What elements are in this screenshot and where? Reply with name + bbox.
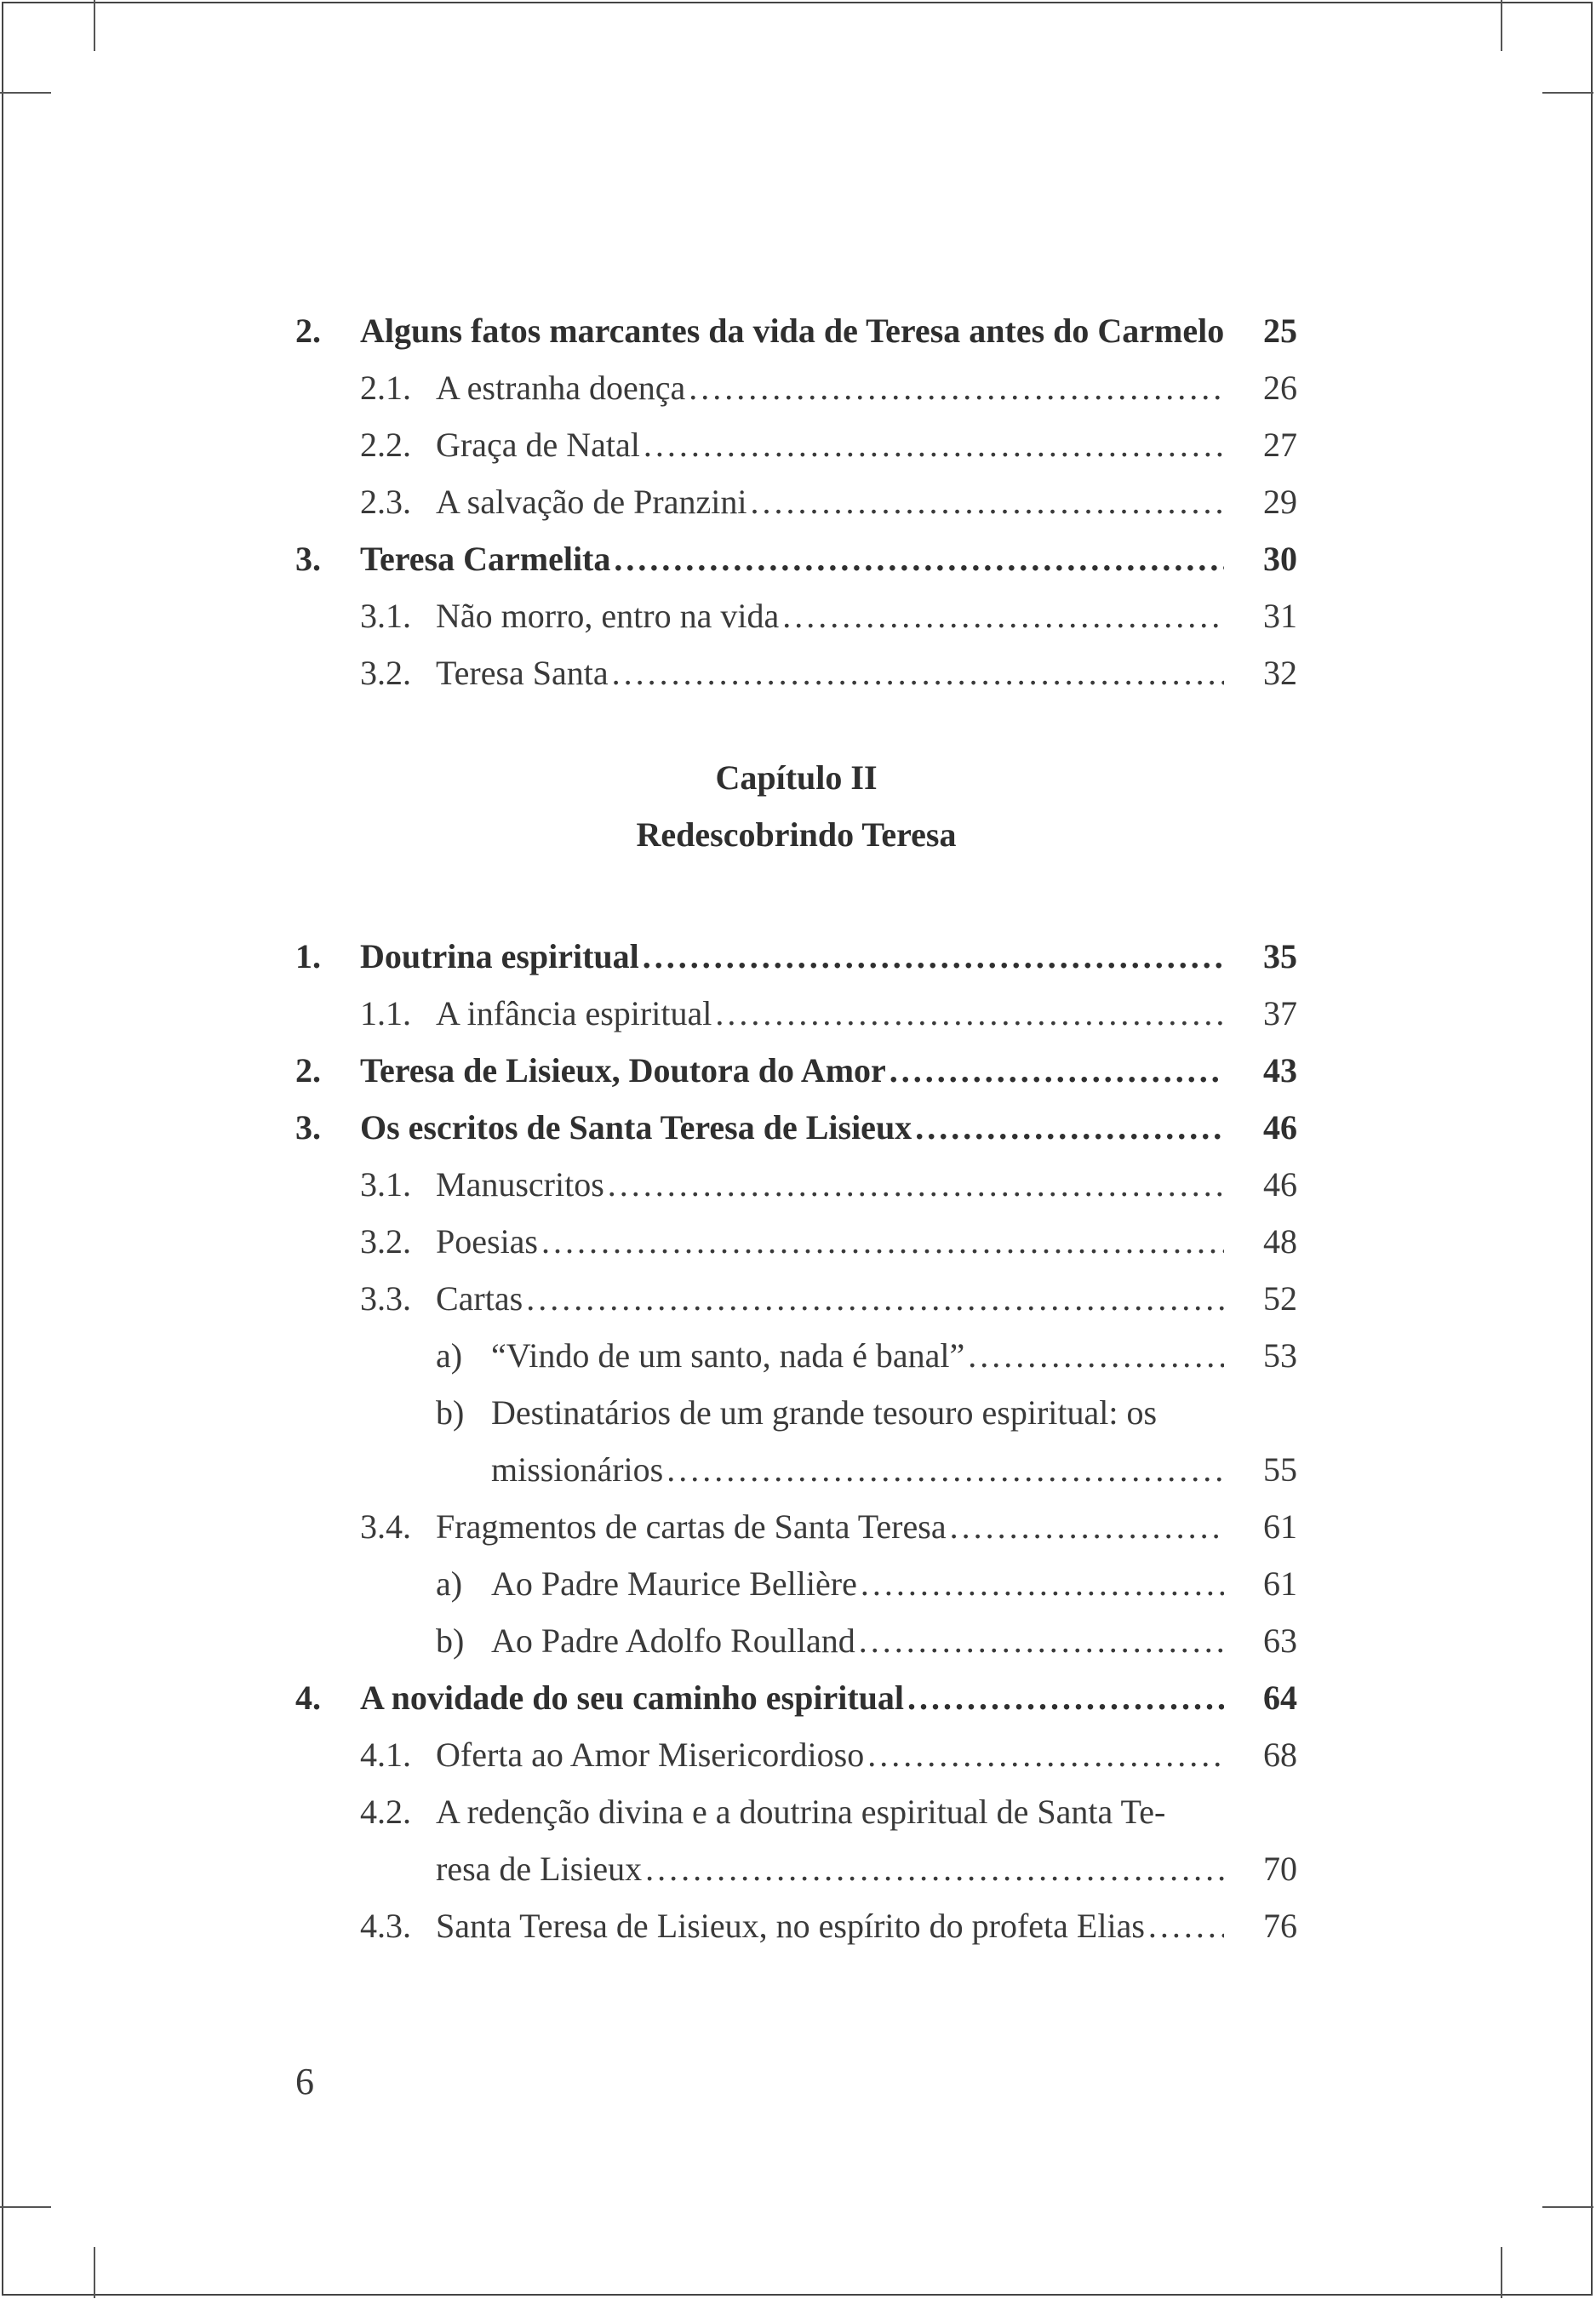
toc-entry-number: 3.1. bbox=[360, 597, 411, 635]
toc-entry-page: 43 bbox=[1263, 1051, 1297, 1089]
toc-entry-title-wrap bbox=[491, 1384, 1229, 1441]
toc-entry-title: A salvação de Pranzini bbox=[436, 483, 747, 521]
crop-mark bbox=[94, 0, 95, 51]
toc-entry bbox=[295, 1612, 1297, 1669]
toc-dot-leader bbox=[541, 1213, 1224, 1270]
crop-mark bbox=[94, 2247, 95, 2298]
crop-mark bbox=[1542, 2206, 1593, 2208]
toc-entry-page: 76 bbox=[1263, 1907, 1297, 1945]
toc-dot-leader bbox=[861, 1555, 1224, 1612]
toc-entry-number: 4.2. bbox=[360, 1793, 411, 1831]
toc-entry bbox=[295, 644, 1297, 701]
toc-entry-title-wrap bbox=[491, 1441, 1229, 1498]
chapter-title: Redescobrindo Teresa bbox=[636, 815, 957, 854]
toc-dot-leader bbox=[608, 1156, 1224, 1213]
toc-dot-leader bbox=[526, 1270, 1224, 1327]
toc-entry-title: A novidade do seu caminho espiritual bbox=[360, 1678, 905, 1717]
toc-entry-number: 4. bbox=[295, 1678, 321, 1717]
toc-entry bbox=[295, 1669, 1297, 1726]
toc-entry-title: resa de Lisieux bbox=[436, 1850, 643, 1888]
toc-entry-title-wrap bbox=[491, 1555, 1229, 1612]
toc-entry-page: 30 bbox=[1263, 540, 1297, 578]
crop-mark bbox=[0, 2206, 51, 2208]
toc-entry-page: 29 bbox=[1263, 483, 1297, 521]
toc-entry-title-wrap bbox=[360, 302, 1229, 359]
toc-entry-page: 52 bbox=[1263, 1279, 1297, 1318]
toc-entry-number: 3.1. bbox=[360, 1165, 411, 1204]
toc-dot-leader bbox=[915, 1099, 1224, 1156]
toc-dot-leader bbox=[715, 985, 1224, 1042]
toc-entry-title-wrap bbox=[360, 1042, 1229, 1099]
toc-entry-number: 3.4. bbox=[360, 1507, 411, 1546]
toc-entry-title-wrap bbox=[436, 359, 1229, 416]
toc-entry bbox=[295, 302, 1297, 359]
toc-entry bbox=[295, 1213, 1297, 1270]
toc-entry bbox=[295, 1099, 1297, 1156]
toc-entry-page: 68 bbox=[1263, 1736, 1297, 1774]
toc-entry-page: 70 bbox=[1263, 1850, 1297, 1888]
toc-entry-number: 2.3. bbox=[360, 483, 411, 521]
toc-entry-title-wrap bbox=[436, 1840, 1229, 1897]
toc-dot-leader bbox=[867, 1726, 1224, 1783]
toc-dot-leader bbox=[612, 644, 1224, 701]
toc-dot-leader bbox=[950, 1498, 1224, 1555]
crop-mark bbox=[0, 92, 51, 94]
toc-entry bbox=[295, 359, 1297, 416]
toc-entry-title: Graça de Natal bbox=[436, 426, 640, 464]
toc-entry-title: Doutrina espiritual bbox=[360, 937, 639, 975]
toc-entry-title-wrap bbox=[436, 1156, 1229, 1213]
toc-entry-title-wrap bbox=[436, 587, 1229, 644]
toc-entry-title: Manuscritos bbox=[436, 1165, 604, 1204]
toc-entry-title: Poesias bbox=[436, 1222, 538, 1261]
toc-entry-title: Oferta ao Amor Misericordioso bbox=[436, 1736, 865, 1774]
toc-entry bbox=[295, 1327, 1297, 1384]
toc-entry-title-wrap bbox=[436, 1213, 1229, 1270]
toc-entry bbox=[295, 1384, 1297, 1441]
toc-entry-title-wrap bbox=[436, 416, 1229, 473]
toc-entry-number: 3.3. bbox=[360, 1279, 411, 1318]
toc-entry-title-wrap bbox=[360, 928, 1229, 985]
toc-entry bbox=[295, 1840, 1297, 1897]
toc-entry-title: “Vindo de um santo, nada é banal” bbox=[491, 1336, 965, 1375]
toc-entry-title: Os escritos de Santa Teresa de Lisieux bbox=[360, 1108, 912, 1147]
toc-entry-title-wrap bbox=[360, 530, 1229, 587]
toc-entry-title-wrap bbox=[436, 473, 1229, 530]
toc-dot-leader bbox=[750, 473, 1224, 530]
toc-dot-leader bbox=[666, 1441, 1224, 1498]
toc-entry-page: 55 bbox=[1263, 1450, 1297, 1489]
toc-entry-number: 4.1. bbox=[360, 1736, 411, 1774]
toc-entry-title-wrap bbox=[436, 1498, 1229, 1555]
toc-entry-title: Teresa Santa bbox=[436, 654, 609, 692]
toc-entry-number: 4.3. bbox=[360, 1907, 411, 1945]
toc-dot-leader bbox=[643, 928, 1224, 985]
toc-entry-title: missionários bbox=[491, 1450, 664, 1489]
toc-entry bbox=[295, 1726, 1297, 1783]
toc-entry-title: Ao Padre Maurice Bellière bbox=[491, 1564, 857, 1603]
toc-entry bbox=[295, 1555, 1297, 1612]
toc-entry-page: 61 bbox=[1263, 1507, 1297, 1546]
toc-dot-leader bbox=[614, 530, 1224, 587]
toc-dot-leader bbox=[782, 587, 1224, 644]
toc-dot-leader bbox=[859, 1612, 1224, 1669]
toc-entry bbox=[295, 1441, 1297, 1498]
toc-dot-leader bbox=[907, 1669, 1224, 1726]
toc-entry-page: 35 bbox=[1263, 937, 1297, 975]
toc-dot-leader bbox=[1148, 1897, 1224, 1954]
toc-entry bbox=[295, 1498, 1297, 1555]
toc-entry-title: Fragmentos de cartas de Santa Teresa bbox=[436, 1507, 947, 1546]
toc-entry-title: A estranha doença bbox=[436, 369, 686, 407]
toc-entry-number: a) bbox=[436, 1564, 463, 1603]
toc-entry-title-wrap bbox=[491, 1612, 1229, 1669]
toc-entry-number: b) bbox=[436, 1621, 465, 1660]
toc-dot-leader bbox=[689, 359, 1224, 416]
toc-entry-page: 48 bbox=[1263, 1222, 1297, 1261]
toc-entry-title-wrap bbox=[436, 985, 1229, 1042]
toc-entry-page: 32 bbox=[1263, 654, 1297, 692]
toc-entry-number: 1.1. bbox=[360, 994, 411, 1032]
toc-entry-page: 27 bbox=[1263, 426, 1297, 464]
toc-entry-number: 3.2. bbox=[360, 654, 411, 692]
toc-entry-number: 2. bbox=[295, 312, 321, 350]
toc-entry-page: 63 bbox=[1263, 1621, 1297, 1660]
toc-entry bbox=[295, 1156, 1297, 1213]
toc-entry bbox=[295, 587, 1297, 644]
toc-entry-title-wrap bbox=[436, 1897, 1229, 1954]
toc-entry bbox=[295, 1783, 1297, 1840]
toc-entry-title: A infância espiritual bbox=[436, 994, 712, 1032]
toc-entry-number: 2.2. bbox=[360, 426, 411, 464]
crop-mark bbox=[1542, 92, 1593, 94]
toc-entry-page: 64 bbox=[1263, 1678, 1297, 1717]
toc-dot-leader bbox=[890, 1042, 1224, 1099]
toc-entry bbox=[295, 530, 1297, 587]
toc-entry-page: 26 bbox=[1263, 369, 1297, 407]
toc-entry-title-wrap bbox=[360, 1099, 1229, 1156]
toc-entry-number: b) bbox=[436, 1393, 465, 1432]
toc-entry-number: 2.1. bbox=[360, 369, 411, 407]
toc-entry-number: 3. bbox=[295, 1108, 321, 1147]
toc-entry bbox=[295, 1897, 1297, 1954]
toc-entry-page: 53 bbox=[1263, 1336, 1297, 1375]
toc-dot-leader bbox=[645, 1840, 1224, 1897]
toc-entry-number: 1. bbox=[295, 937, 321, 975]
toc-entry-title: Ao Padre Adolfo Roulland bbox=[491, 1621, 855, 1660]
toc-entry-title-wrap bbox=[360, 1669, 1229, 1726]
toc-entry-number: 3. bbox=[295, 540, 321, 578]
toc-entry-page: 46 bbox=[1263, 1165, 1297, 1204]
toc-entry-title: Alguns fatos marcantes da vida de Teresa antes do Carmelo bbox=[360, 312, 1225, 350]
toc-entry-title-wrap bbox=[436, 1270, 1229, 1327]
toc-entry-number: a) bbox=[436, 1336, 463, 1375]
toc-entry bbox=[295, 473, 1297, 530]
toc-entry-page: 46 bbox=[1263, 1108, 1297, 1147]
crop-mark bbox=[1501, 2247, 1502, 2298]
toc-entry bbox=[295, 416, 1297, 473]
toc-entry-title: Santa Teresa de Lisieux, no espírito do profeta Elias bbox=[436, 1907, 1145, 1945]
toc-entry-title: Cartas bbox=[436, 1279, 523, 1318]
page-number: 6 bbox=[295, 2061, 314, 2102]
toc-entry-page: 37 bbox=[1263, 994, 1297, 1032]
toc-entry-title: Teresa Carmelita bbox=[360, 540, 611, 578]
toc-dot-leader bbox=[644, 416, 1224, 473]
toc-entry-title-wrap bbox=[436, 1783, 1229, 1840]
toc-entry-number: 3.2. bbox=[360, 1222, 411, 1261]
toc-entry-title: Teresa de Lisieux, Doutora do Amor bbox=[360, 1051, 886, 1089]
toc-entry-title: Não morro, entro na vida bbox=[436, 597, 780, 635]
toc-dot-leader bbox=[968, 1327, 1224, 1384]
toc-entry-page: 61 bbox=[1263, 1564, 1297, 1603]
toc-entry-title: Destinatários de um grande tesouro espiritual: os bbox=[491, 1393, 1158, 1432]
toc-entry bbox=[295, 928, 1297, 985]
toc-entry-number: 2. bbox=[295, 1051, 321, 1089]
toc-entry bbox=[295, 1270, 1297, 1327]
crop-mark bbox=[1501, 0, 1502, 51]
toc-entry-title-wrap bbox=[491, 1327, 1229, 1384]
toc-entry-title-wrap bbox=[436, 644, 1229, 701]
toc-entry-page: 25 bbox=[1263, 312, 1297, 350]
toc-entry-title: A redenção divina e a doutrina espiritual de Santa Te- bbox=[436, 1793, 1166, 1831]
toc-entry-title-wrap bbox=[436, 1726, 1229, 1783]
toc-entry bbox=[295, 1042, 1297, 1099]
toc-entry-page: 31 bbox=[1263, 597, 1297, 635]
chapter-label: Capítulo II bbox=[715, 758, 878, 797]
toc-entry bbox=[295, 985, 1297, 1042]
